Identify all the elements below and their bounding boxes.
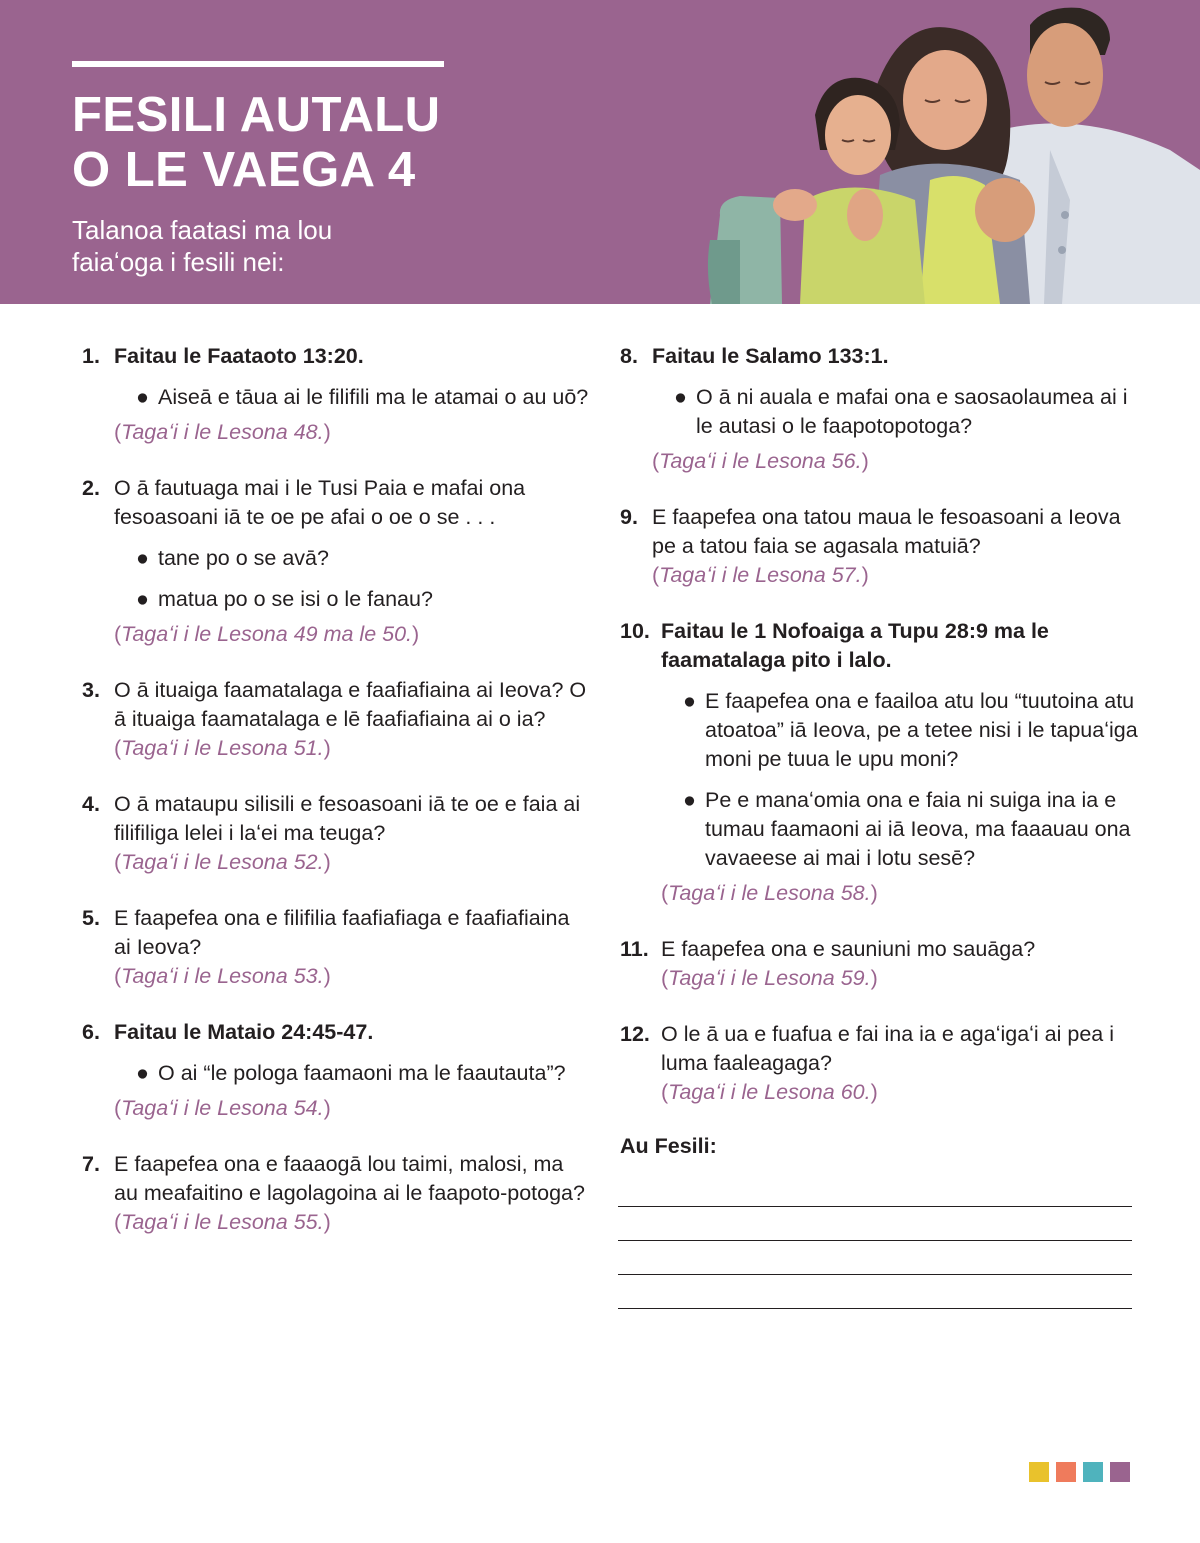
question-10 — [618, 617, 1138, 908]
bullet-dot-icon: ● — [136, 546, 149, 570]
question-1 — [80, 342, 590, 447]
question-11 — [618, 935, 1138, 993]
lesson-reference: (Tagaʻi i le Lesona 56.) — [652, 449, 869, 473]
question-text: Faitau le 1 Nofoaiga a Tupu 28:9 ma le faamatalaga pito i lalo. — [661, 619, 1049, 672]
lesson-reference: (Tagaʻi i le Lesona 55.) — [114, 1210, 331, 1234]
question-number: 9. — [620, 505, 638, 529]
color-squares-decoration — [1029, 1462, 1130, 1482]
bullet-dot-icon: ● — [674, 385, 687, 409]
question-number: 10. — [620, 619, 650, 643]
title-line-1: FESILI AUTALU — [72, 88, 441, 142]
teal-square — [1083, 1462, 1103, 1482]
question-5 — [80, 904, 590, 991]
bullet-text: Aiseā e tāua ai le filifili ma le atamai o au uō? — [158, 385, 589, 409]
question-text: E faapefea ona e sauniuni mo sauāga? — [661, 937, 1036, 961]
bullet-text: O ai “le pologa faamaoni ma le faautauta”? — [158, 1061, 566, 1085]
question-4 — [80, 790, 590, 877]
questions-column-right — [618, 342, 1138, 1309]
bullet-text: tane po o se avā? — [158, 546, 329, 570]
bullet-dot-icon: ● — [683, 788, 696, 812]
bullet-dot-icon: ● — [136, 1061, 149, 1085]
question-bullet — [136, 585, 590, 614]
writing-line[interactable] — [618, 1275, 1132, 1309]
lesson-reference: (Tagaʻi i le Lesona 51.) — [114, 736, 331, 760]
question-text: E faapefea ona tatou maua le fesoasoani a Ieova pe a tatou faia se agasala matuiā? — [652, 505, 1121, 558]
question-bullet — [683, 786, 1138, 873]
question-number: 7. — [82, 1152, 100, 1176]
question-text: O ā fautuaga mai i le Tusi Paia e mafai ona fesoasoani iā te oe pe afai o oe o se . . . — [114, 476, 526, 529]
title-line-2: O LE VAEGA 4 — [72, 143, 416, 197]
header-banner — [0, 0, 1200, 304]
question-number: 11. — [620, 937, 649, 961]
question-number: 8. — [620, 344, 638, 368]
question-12 — [618, 1020, 1138, 1107]
lesson-reference: (Tagaʻi i le Lesona 53.) — [114, 964, 331, 988]
question-bullet — [674, 383, 1138, 441]
question-number: 6. — [82, 1020, 100, 1044]
question-text: O ā mataupu silisili e fesoasoani iā te oe e faia ai filifiliga lelei i laʻei ma teuga? — [114, 792, 581, 845]
page-subtitle: Talanoa faatasi ma lou faiaʻoga i fesili nei: — [72, 215, 333, 277]
own-questions-writing-area[interactable] — [618, 1173, 1132, 1309]
own-questions-label: Au Fesili: — [620, 1134, 717, 1158]
bullet-text: Pe e manaʻomia ona e faia ni suiga ina ia e tumau faamaoni ai iā Ieova, ma faaauau ona vavaeese ai mai i lotu sesē? — [705, 788, 1131, 870]
question-3 — [80, 676, 590, 763]
violet-square — [1110, 1462, 1130, 1482]
question-number: 2. — [82, 476, 100, 500]
lesson-reference: (Tagaʻi i le Lesona 52.) — [114, 850, 331, 874]
writing-line[interactable] — [618, 1241, 1132, 1275]
question-number: 5. — [82, 906, 100, 930]
question-text: E faapefea ona e filifilia faafiafiaga e faafiafiaina ai Ieova? — [114, 906, 570, 959]
bullet-text: matua po o se isi o le fanau? — [158, 587, 433, 611]
writing-line[interactable] — [618, 1173, 1132, 1207]
question-bullet — [136, 544, 590, 573]
lesson-reference: (Tagaʻi i le Lesona 58.) — [661, 881, 878, 905]
question-text: Faitau le Salamo 133:1. — [652, 344, 889, 368]
question-text: Faitau le Faataoto 13:20. — [114, 344, 364, 368]
question-text: O ā ituaiga faamatalaga e faafiafiaina ai Ieova? O ā ituaiga faamatalaga e lē faafiafiaina ai o ia? — [114, 678, 587, 731]
header-rule — [72, 61, 444, 67]
question-text: Faitau le Mataio 24:45-47. — [114, 1020, 374, 1044]
question-text: E faapefea ona e faaaogā lou taimi, malosi, ma au meafaitino e lagolagoina ai le faapoto-potoga? — [114, 1152, 585, 1205]
family-praying-illustration — [700, 0, 1200, 304]
coral-square — [1056, 1462, 1076, 1482]
question-8 — [618, 342, 1138, 476]
question-text: O le ā ua e fuafua e fai ina ia e agaʻigaʻi ai pea i luma faaleagaga? — [661, 1022, 1115, 1075]
lesson-reference: (Tagaʻi i le Lesona 48.) — [114, 420, 331, 444]
question-number: 3. — [82, 678, 100, 702]
yellow-square — [1029, 1462, 1049, 1482]
questions-column-left — [80, 342, 590, 1264]
lesson-reference: (Tagaʻi i le Lesona 54.) — [114, 1096, 331, 1120]
lesson-reference: (Tagaʻi i le Lesona 57.) — [652, 563, 869, 587]
bullet-dot-icon: ● — [136, 587, 149, 611]
question-bullet — [683, 687, 1138, 774]
page-title — [72, 88, 441, 198]
lesson-reference: (Tagaʻi i le Lesona 60.) — [661, 1080, 878, 1104]
lesson-reference: (Tagaʻi i le Lesona 59.) — [661, 966, 878, 990]
bullet-text: E faapefea ona e faailoa atu lou “tuutoina atu atoatoa” iā Ieova, pe a tetee nisi i le tapuaʻiga moni pe tuua le upu moni? — [705, 689, 1138, 771]
writing-line[interactable] — [618, 1207, 1132, 1241]
question-7 — [80, 1150, 590, 1237]
lesson-reference: (Tagaʻi i le Lesona 49 ma le 50.) — [114, 622, 420, 646]
question-9 — [618, 503, 1138, 590]
bullet-text: O ā ni auala e mafai ona e saosaolaumea ai i le autasi o le faapotopotoga? — [696, 385, 1128, 438]
question-bullet — [136, 383, 590, 412]
question-6 — [80, 1018, 590, 1123]
bullet-dot-icon: ● — [136, 385, 149, 409]
question-number: 12. — [620, 1022, 650, 1046]
question-bullet — [136, 1059, 590, 1088]
question-number: 4. — [82, 792, 100, 816]
question-2 — [80, 474, 590, 649]
question-number: 1. — [82, 344, 100, 368]
bullet-dot-icon: ● — [683, 689, 696, 713]
